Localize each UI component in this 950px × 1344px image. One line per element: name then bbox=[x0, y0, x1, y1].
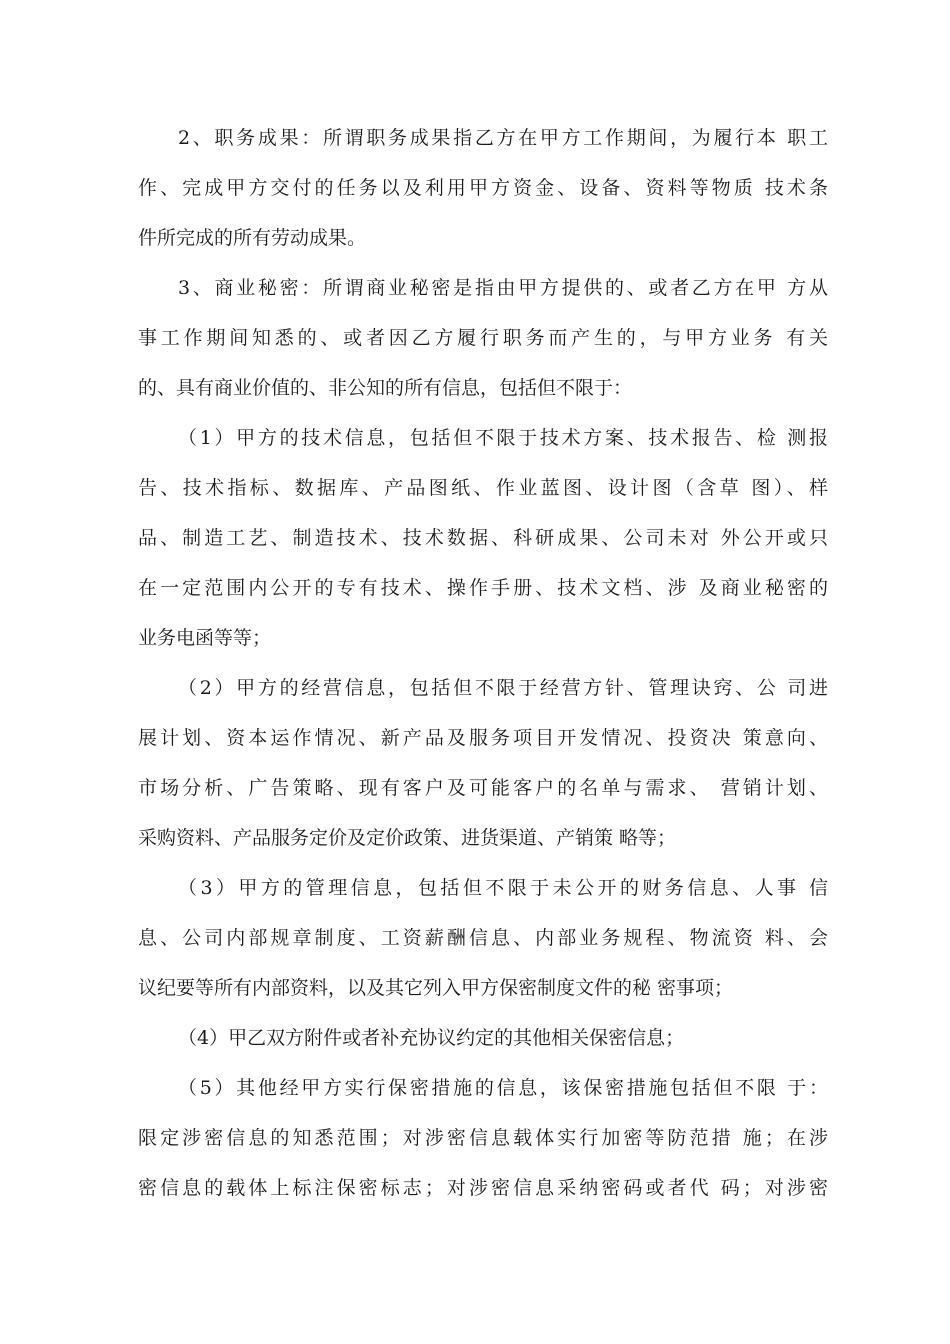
paragraph bbox=[138, 413, 828, 663]
paragraph bbox=[138, 263, 828, 413]
paragraph-line: 议纪要等所有内部资料，以及其它列入甲方保密制度文件的秘 密事项； bbox=[138, 977, 734, 999]
paragraph-line: （5）其他经甲方实行保密措施的信息，该保密措施包括但不限 于： bbox=[178, 1077, 828, 1099]
paragraph-line: 2、职务成果：所谓职务成果指乙方在甲方工作期间，为履行本 职工 bbox=[178, 127, 828, 149]
paragraph-line: 密信息的载体上标注保密标志；对涉密信息采纳密码或者代 码；对涉密 bbox=[138, 1177, 828, 1199]
paragraph bbox=[138, 1013, 828, 1063]
paragraph-line: 作、完成甲方交付的任务以及利用甲方资金、设备、资料等物质 技术条 bbox=[138, 177, 828, 199]
paragraph-line: （4）甲乙双方附件或者补充协议约定的其他相关保密信息； bbox=[178, 1027, 685, 1049]
paragraph-line: （1）甲方的技术信息，包括但不限于技术方案、技术报告、检 测报 bbox=[178, 427, 828, 449]
paragraph bbox=[138, 113, 828, 263]
paragraph-line: 展计划、资本运作情况、新产品及服务项目开发情况、投资决 策意向、 bbox=[138, 727, 828, 749]
paragraph-line: 采购资料、产品服务定价及定价政策、进货渠道、产销策 略等； bbox=[138, 827, 677, 849]
paragraph-line: 品、制造工艺、制造技术、技术数据、科研成果、公司未对 外公开或只 bbox=[138, 527, 828, 549]
paragraph-line: 在一定范围内公开的专有技术、操作手册、技术文档、涉 及商业秘密的 bbox=[138, 577, 828, 599]
paragraph bbox=[138, 1063, 828, 1213]
paragraph-line: 的、具有商业价值的、非公知的所有信息，包括但不限于： bbox=[138, 377, 633, 399]
paragraph-line: 3、商业秘密：所谓商业秘密是指由甲方提供的、或者乙方在甲 方从 bbox=[178, 277, 828, 299]
paragraph-line: （2）甲方的经营信息，包括但不限于经营方针、管理诀窍、公 司进 bbox=[178, 677, 828, 699]
paragraph-line: 业务电函等等； bbox=[138, 627, 272, 649]
paragraph-line: 息、公司内部规章制度、工资薪酬信息、内部业务规程、物流资 料、会 bbox=[138, 927, 828, 949]
paragraph-line: 市场分析、广告策略、现有客户及可能客户的名单与需求、 营销计划、 bbox=[138, 777, 828, 799]
paragraph-line: 件所完成的所有劳动成果。 bbox=[138, 227, 367, 249]
paragraph-line: （3）甲方的管理信息，包括但不限于未公开的财务信息、人事 信 bbox=[178, 877, 828, 899]
document-body bbox=[138, 113, 828, 1213]
paragraph-line: 告、技术指标、数据库、产品图纸、作业蓝图、设计图（含草 图）、样 bbox=[138, 477, 828, 499]
paragraph-line: 限定涉密信息的知悉范围；对涉密信息载体实行加密等防范措 施；在涉 bbox=[138, 1127, 828, 1149]
paragraph-line: 事工作期间知悉的、或者因乙方履行职务而产生的，与甲方业务 有关 bbox=[138, 327, 828, 349]
paragraph bbox=[138, 663, 828, 863]
paragraph bbox=[138, 863, 828, 1013]
